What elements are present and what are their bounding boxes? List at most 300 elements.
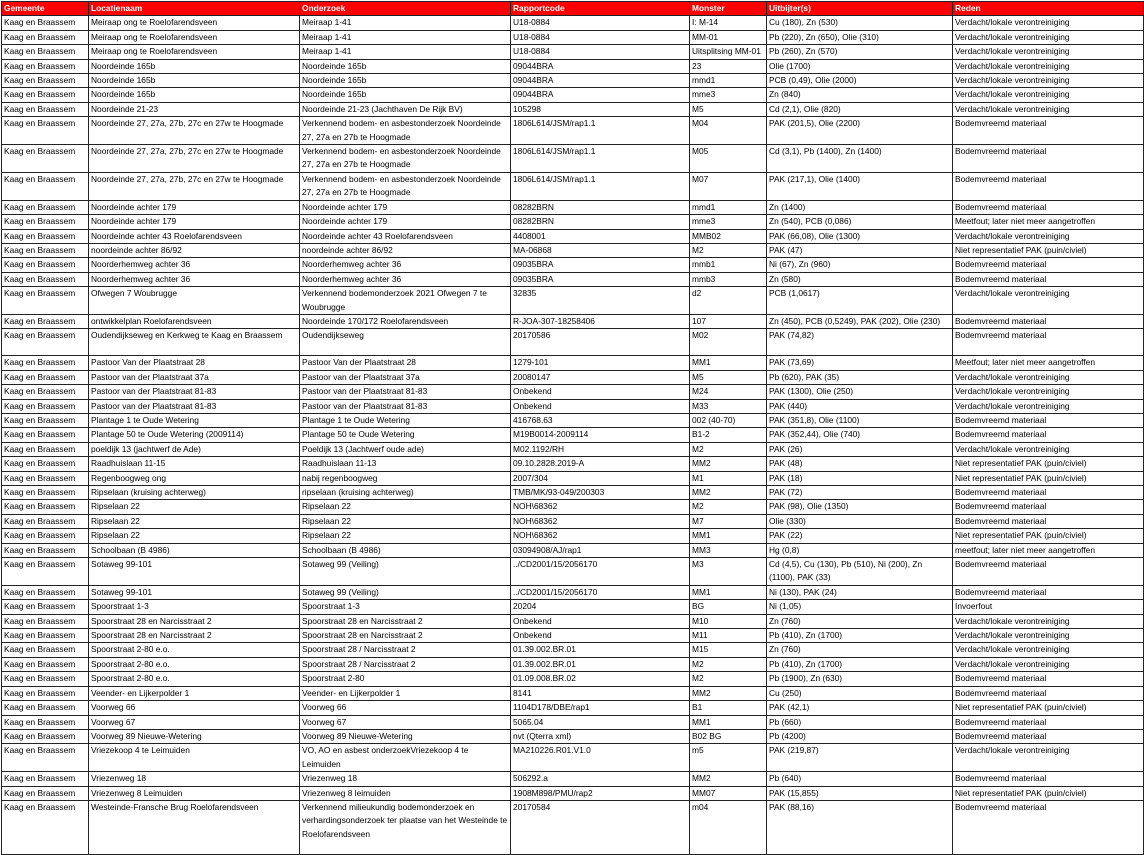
cell-reden[interactable]: Verdacht/lokale verontreiniging <box>953 629 1144 643</box>
cell-gemeente[interactable]: Kaag en Braassem <box>2 200 89 214</box>
cell-locatienaam[interactable]: Pastoor van der Plaatstraat 37a <box>89 370 300 384</box>
cell-onderzoek[interactable]: Meiraap 1-41 <box>300 16 511 30</box>
column-header-gemeente[interactable]: Gemeente <box>2 2 89 16</box>
cell-reden[interactable]: Niet representatief PAK (puin/civiel) <box>953 457 1144 471</box>
cell-gemeente[interactable]: Kaag en Braassem <box>2 744 89 772</box>
cell-gemeente[interactable]: Kaag en Braassem <box>2 672 89 686</box>
cell-rapportcode[interactable]: 1279-101 <box>511 356 690 370</box>
cell-onderzoek[interactable]: Meiraap 1-41 <box>300 45 511 59</box>
cell-reden[interactable]: Bodemvreemd materiaal <box>953 500 1144 514</box>
cell-reden[interactable]: Bodemvreemd materiaal <box>953 686 1144 700</box>
cell-onderzoek[interactable]: Noordeinde achter 43 Roelofarendsveen <box>300 229 511 243</box>
cell-rapportcode[interactable]: 1806L614/JSM/rap1.1 <box>511 145 690 173</box>
cell-locatienaam[interactable]: Pastoor van der Plaatstraat 81-83 <box>89 399 300 413</box>
cell-reden[interactable]: Bodemvreemd materiaal <box>953 272 1144 286</box>
cell-locatienaam[interactable]: Pastoor van der Plaatstraat 81-83 <box>89 385 300 399</box>
cell-locatienaam[interactable]: Noordeinde achter 43 Roelofarendsveen <box>89 229 300 243</box>
cell-rapportcode[interactable]: 105298 <box>511 102 690 116</box>
cell-onderzoek[interactable]: Plantage 50 te Oude Wetering <box>300 428 511 442</box>
cell-reden[interactable]: Verdacht/lokale verontreiniging <box>953 744 1144 772</box>
cell-monster[interactable]: MM1 <box>690 715 767 729</box>
cell-reden[interactable]: Bodemvreemd materiaal <box>953 200 1144 214</box>
cell-locatienaam[interactable]: Noordeinde 27, 27a, 27b, 27c en 27w te Hoogmade <box>89 172 300 200</box>
cell-monster[interactable]: M7 <box>690 514 767 528</box>
cell-rapportcode[interactable]: 09044BRA <box>511 88 690 102</box>
cell-gemeente[interactable]: Kaag en Braassem <box>2 243 89 257</box>
cell-gemeente[interactable]: Kaag en Braassem <box>2 529 89 543</box>
cell-rapportcode[interactable]: 01.09.008.BR.02 <box>511 672 690 686</box>
cell-uitbijters[interactable]: PAK (66,08), Olie (1300) <box>767 229 953 243</box>
cell-rapportcode[interactable]: 01.39.002.BR.01 <box>511 643 690 657</box>
cell-uitbijters[interactable]: PAK (440) <box>767 399 953 413</box>
cell-onderzoek[interactable]: Pastoor van der Plaatstraat 37a <box>300 370 511 384</box>
cell-monster[interactable]: M2 <box>690 672 767 686</box>
cell-rapportcode[interactable]: 20080147 <box>511 370 690 384</box>
cell-rapportcode[interactable]: 01.39.002.BR.01 <box>511 657 690 671</box>
cell-locatienaam[interactable]: Ofwegen 7 Woubrugge <box>89 287 300 315</box>
cell-locatienaam[interactable]: Ripselaan (kruising achterweg) <box>89 486 300 500</box>
cell-gemeente[interactable]: Kaag en Braassem <box>2 800 89 854</box>
cell-rapportcode[interactable]: M02.1192/RH <box>511 442 690 456</box>
cell-uitbijters[interactable]: Zn (580) <box>767 272 953 286</box>
cell-locatienaam[interactable]: Noordeinde 21-23 <box>89 102 300 116</box>
cell-gemeente[interactable]: Kaag en Braassem <box>2 399 89 413</box>
cell-rapportcode[interactable]: nvt (Qterra xml) <box>511 729 690 743</box>
cell-onderzoek[interactable]: Verkennend bodem- en asbestonderzoek Noordeinde 27, 27a en 27b te Hoogmade <box>300 117 511 145</box>
cell-rapportcode[interactable]: Onbekend <box>511 614 690 628</box>
cell-onderzoek[interactable]: Vriezenweg 8 leimuiden <box>300 786 511 800</box>
cell-rapportcode[interactable]: U18-0884 <box>511 30 690 44</box>
cell-rapportcode[interactable]: 32835 <box>511 287 690 315</box>
cell-monster[interactable]: m04 <box>690 800 767 854</box>
cell-reden[interactable]: Bodemvreemd materiaal <box>953 314 1144 328</box>
cell-monster[interactable]: mmd1 <box>690 74 767 88</box>
cell-reden[interactable]: Bodemvreemd materiaal <box>953 585 1144 599</box>
cell-uitbijters[interactable]: Pb (410), Zn (1700) <box>767 657 953 671</box>
cell-reden[interactable]: Bodemvreemd materiaal <box>953 258 1144 272</box>
cell-rapportcode[interactable]: 09035BRA <box>511 258 690 272</box>
column-header-onderzoek[interactable]: Onderzoek <box>300 2 511 16</box>
cell-uitbijters[interactable]: Pb (410), Zn (1700) <box>767 629 953 643</box>
column-header-locatienaam[interactable]: Locatienaam <box>89 2 300 16</box>
cell-rapportcode[interactable]: M19B0014-2009114 <box>511 428 690 442</box>
cell-onderzoek[interactable]: Spoorstraat 28 en Narcisstraat 2 <box>300 629 511 643</box>
cell-locatienaam[interactable]: Schoolbaan (B 4986) <box>89 543 300 557</box>
cell-gemeente[interactable]: Kaag en Braassem <box>2 514 89 528</box>
cell-uitbijters[interactable]: Zn (760) <box>767 614 953 628</box>
cell-monster[interactable]: MM1 <box>690 356 767 370</box>
cell-reden[interactable]: Verdacht/lokale verontreiniging <box>953 30 1144 44</box>
cell-rapportcode[interactable]: 09.10.2828.2019-A <box>511 457 690 471</box>
cell-locatienaam[interactable]: Vriezenweg 18 <box>89 772 300 786</box>
cell-locatienaam[interactable]: Vriezenweg 8 Leimuiden <box>89 786 300 800</box>
cell-uitbijters[interactable]: PAK (47) <box>767 243 953 257</box>
cell-monster[interactable]: M05 <box>690 145 767 173</box>
cell-reden[interactable]: Verdacht/lokale verontreiniging <box>953 399 1144 413</box>
cell-gemeente[interactable]: Kaag en Braassem <box>2 486 89 500</box>
cell-onderzoek[interactable]: Noordeinde achter 179 <box>300 200 511 214</box>
cell-monster[interactable]: B02 BG <box>690 729 767 743</box>
cell-uitbijters[interactable]: Zn (840) <box>767 88 953 102</box>
cell-monster[interactable]: M11 <box>690 629 767 643</box>
cell-reden[interactable]: Bodemvreemd materiaal <box>953 172 1144 200</box>
cell-onderzoek[interactable]: Verkennend bodemonderzoek 2021 Ofwegen 7 te Woubrugge <box>300 287 511 315</box>
cell-onderzoek[interactable]: Verkennend bodem- en asbestonderzoek Noordeinde 27, 27a en 27b te Hoogmade <box>300 145 511 173</box>
cell-gemeente[interactable]: Kaag en Braassem <box>2 30 89 44</box>
cell-locatienaam[interactable]: Westeinde-Fransche Brug Roelofarendsveen <box>89 800 300 854</box>
cell-uitbijters[interactable]: Zn (1400) <box>767 200 953 214</box>
cell-rapportcode[interactable]: Onbekend <box>511 385 690 399</box>
cell-onderzoek[interactable]: nabij regenboogweg <box>300 471 511 485</box>
cell-gemeente[interactable]: Kaag en Braassem <box>2 657 89 671</box>
cell-reden[interactable]: Bodemvreemd materiaal <box>953 672 1144 686</box>
cell-uitbijters[interactable]: Olie (1700) <box>767 59 953 73</box>
cell-rapportcode[interactable]: 1908M898/PMU/rap2 <box>511 786 690 800</box>
cell-reden[interactable]: Meetfout; later niet meer aangetroffen <box>953 356 1144 370</box>
cell-onderzoek[interactable]: Ripselaan 22 <box>300 514 511 528</box>
cell-gemeente[interactable]: Kaag en Braassem <box>2 314 89 328</box>
cell-onderzoek[interactable]: Voorweg 66 <box>300 701 511 715</box>
cell-reden[interactable]: Bodemvreemd materiaal <box>953 117 1144 145</box>
cell-onderzoek[interactable]: ripselaan (kruising achterweg) <box>300 486 511 500</box>
cell-monster[interactable]: M10 <box>690 614 767 628</box>
cell-rapportcode[interactable]: NOH\68362 <box>511 514 690 528</box>
cell-gemeente[interactable]: Kaag en Braassem <box>2 457 89 471</box>
cell-locatienaam[interactable]: Meiraap ong te Roelofarendsveen <box>89 45 300 59</box>
cell-monster[interactable]: M04 <box>690 117 767 145</box>
cell-locatienaam[interactable]: Veender- en Lijkerpolder 1 <box>89 686 300 700</box>
cell-locatienaam[interactable]: Ripselaan 22 <box>89 529 300 543</box>
cell-monster[interactable]: M2 <box>690 500 767 514</box>
cell-uitbijters[interactable]: Pb (220), Zn (650), Olie (310) <box>767 30 953 44</box>
cell-onderzoek[interactable]: Voorweg 89 Nieuwe-Wetering <box>300 729 511 743</box>
cell-uitbijters[interactable]: PAK (351,8), Olie (1100) <box>767 413 953 427</box>
cell-uitbijters[interactable]: PAK (74,82) <box>767 329 953 356</box>
cell-monster[interactable]: M2 <box>690 657 767 671</box>
cell-gemeente[interactable]: Kaag en Braassem <box>2 172 89 200</box>
cell-monster[interactable]: MM1 <box>690 585 767 599</box>
cell-gemeente[interactable]: Kaag en Braassem <box>2 729 89 743</box>
column-header-uitbijters[interactable]: Uitbijter(s) <box>767 2 953 16</box>
cell-reden[interactable]: Meetfout; later niet meer aangetroffen <box>953 215 1144 229</box>
cell-locatienaam[interactable]: Oudendijkseweg en Kerkweg te Kaag en Braassem <box>89 329 300 356</box>
cell-monster[interactable]: MM1 <box>690 529 767 543</box>
cell-locatienaam[interactable]: Vriezekoop 4 te Leimuiden <box>89 744 300 772</box>
cell-locatienaam[interactable]: Noordeinde 165b <box>89 74 300 88</box>
column-header-monster[interactable]: Monster <box>690 2 767 16</box>
cell-uitbijters[interactable]: PCB (1,0617) <box>767 287 953 315</box>
cell-locatienaam[interactable]: Noordeinde 27, 27a, 27b, 27c en 27w te Hoogmade <box>89 117 300 145</box>
cell-onderzoek[interactable]: Pastoor Van der Plaatstraat 28 <box>300 356 511 370</box>
cell-monster[interactable]: m5 <box>690 744 767 772</box>
cell-onderzoek[interactable]: Noordeinde 21-23 (Jachthaven De Rijk BV) <box>300 102 511 116</box>
cell-reden[interactable]: Niet representatief PAK (puin/civiel) <box>953 786 1144 800</box>
cell-monster[interactable]: B1 <box>690 701 767 715</box>
cell-monster[interactable]: MM3 <box>690 543 767 557</box>
cell-reden[interactable]: Verdacht/lokale verontreiniging <box>953 370 1144 384</box>
cell-monster[interactable]: M15 <box>690 643 767 657</box>
cell-reden[interactable]: Niet representatief PAK (puin/civiel) <box>953 471 1144 485</box>
cell-onderzoek[interactable]: Ripselaan 22 <box>300 500 511 514</box>
cell-locatienaam[interactable]: Spoorstraat 1-3 <box>89 600 300 614</box>
cell-rapportcode[interactable]: 8141 <box>511 686 690 700</box>
cell-locatienaam[interactable]: Raadhuislaan 11-15 <box>89 457 300 471</box>
cell-gemeente[interactable]: Kaag en Braassem <box>2 16 89 30</box>
cell-rapportcode[interactable]: NOH\68362 <box>511 500 690 514</box>
cell-rapportcode[interactable]: NOH\68362 <box>511 529 690 543</box>
cell-monster[interactable]: MM2 <box>690 686 767 700</box>
cell-rapportcode[interactable]: 2007/304 <box>511 471 690 485</box>
cell-locatienaam[interactable]: Noordeinde 27, 27a, 27b, 27c en 27w te Hoogmade <box>89 145 300 173</box>
cell-locatienaam[interactable]: Noorderhemweg achter 36 <box>89 258 300 272</box>
cell-gemeente[interactable]: Kaag en Braassem <box>2 686 89 700</box>
cell-gemeente[interactable]: Kaag en Braassem <box>2 629 89 643</box>
column-header-rapportcode[interactable]: Rapportcode <box>511 2 690 16</box>
cell-uitbijters[interactable]: PAK (352,44), Olie (740) <box>767 428 953 442</box>
cell-onderzoek[interactable]: Spoorstraat 2-80 <box>300 672 511 686</box>
cell-monster[interactable]: M1 <box>690 471 767 485</box>
cell-uitbijters[interactable]: Cu (180), Zn (530) <box>767 16 953 30</box>
cell-reden[interactable]: Bodemvreemd materiaal <box>953 514 1144 528</box>
cell-uitbijters[interactable]: Cd (4,5), Cu (130), Pb (510), Ni (200), Zn (1100), PAK (33) <box>767 558 953 586</box>
cell-reden[interactable]: Verdacht/lokale verontreiniging <box>953 385 1144 399</box>
cell-uitbijters[interactable]: PAK (98), Olie (1350) <box>767 500 953 514</box>
cell-rapportcode[interactable]: 09044BRA <box>511 59 690 73</box>
cell-rapportcode[interactable]: 416768.63 <box>511 413 690 427</box>
cell-uitbijters[interactable]: Pb (260), Zn (570) <box>767 45 953 59</box>
cell-monster[interactable]: mmb1 <box>690 258 767 272</box>
cell-reden[interactable]: Bodemvreemd materiaal <box>953 729 1144 743</box>
cell-uitbijters[interactable]: Zn (540), PCB (0,086) <box>767 215 953 229</box>
cell-monster[interactable]: 23 <box>690 59 767 73</box>
cell-reden[interactable]: Bodemvreemd materiaal <box>953 329 1144 356</box>
cell-gemeente[interactable]: Kaag en Braassem <box>2 356 89 370</box>
cell-gemeente[interactable]: Kaag en Braassem <box>2 229 89 243</box>
cell-reden[interactable]: Bodemvreemd materiaal <box>953 715 1144 729</box>
cell-rapportcode[interactable]: ../CD2001/15/2056170 <box>511 558 690 586</box>
cell-onderzoek[interactable]: Noordeinde 170/172 Roelofarendsveen <box>300 314 511 328</box>
cell-onderzoek[interactable]: Ripselaan 22 <box>300 529 511 543</box>
cell-locatienaam[interactable]: Spoorstraat 28 en Narcisstraat 2 <box>89 614 300 628</box>
cell-locatienaam[interactable]: Sotaweg 99-101 <box>89 558 300 586</box>
cell-uitbijters[interactable]: Zn (450), PCB (0,5249), PAK (202), Olie (230) <box>767 314 953 328</box>
cell-rapportcode[interactable]: Onbekend <box>511 629 690 643</box>
cell-monster[interactable]: d2 <box>690 287 767 315</box>
cell-locatienaam[interactable]: Noordeinde achter 179 <box>89 215 300 229</box>
cell-monster[interactable]: MM2 <box>690 486 767 500</box>
cell-monster[interactable]: M3 <box>690 558 767 586</box>
cell-uitbijters[interactable]: Olie (330) <box>767 514 953 528</box>
cell-monster[interactable]: M2 <box>690 442 767 456</box>
cell-onderzoek[interactable]: Meiraap 1-41 <box>300 30 511 44</box>
cell-reden[interactable]: Bodemvreemd materiaal <box>953 486 1144 500</box>
cell-gemeente[interactable]: Kaag en Braassem <box>2 329 89 356</box>
cell-rapportcode[interactable]: 20170586 <box>511 329 690 356</box>
cell-rapportcode[interactable]: MA-06868 <box>511 243 690 257</box>
cell-rapportcode[interactable]: 20204 <box>511 600 690 614</box>
cell-gemeente[interactable]: Kaag en Braassem <box>2 500 89 514</box>
cell-uitbijters[interactable]: Cd (3,1), Pb (1400), Zn (1400) <box>767 145 953 173</box>
cell-onderzoek[interactable]: Spoorstraat 1-3 <box>300 600 511 614</box>
cell-locatienaam[interactable]: poeldijk 13 (jachtwerf de Ade) <box>89 442 300 456</box>
cell-monster[interactable]: 107 <box>690 314 767 328</box>
cell-uitbijters[interactable]: Pb (1900), Zn (630) <box>767 672 953 686</box>
cell-rapportcode[interactable]: R-JOA-307-18258406 <box>511 314 690 328</box>
cell-gemeente[interactable]: Kaag en Braassem <box>2 786 89 800</box>
cell-uitbijters[interactable]: PAK (73,69) <box>767 356 953 370</box>
cell-reden[interactable]: meetfout; later niet meer aangetroffen <box>953 543 1144 557</box>
cell-gemeente[interactable]: Kaag en Braassem <box>2 117 89 145</box>
cell-rapportcode[interactable]: 09044BRA <box>511 74 690 88</box>
cell-reden[interactable]: Verdacht/lokale verontreiniging <box>953 614 1144 628</box>
cell-monster[interactable]: M24 <box>690 385 767 399</box>
cell-onderzoek[interactable]: Voorweg 67 <box>300 715 511 729</box>
cell-locatienaam[interactable]: Spoorstraat 2-80 e.o. <box>89 643 300 657</box>
cell-uitbijters[interactable]: PCB (0,49), Olie (2000) <box>767 74 953 88</box>
cell-rapportcode[interactable]: 506292.a <box>511 772 690 786</box>
cell-rapportcode[interactable]: 03094908/AJ/rap1 <box>511 543 690 557</box>
cell-onderzoek[interactable]: Oudendijkseweg <box>300 329 511 356</box>
cell-onderzoek[interactable]: Verkennend bodem- en asbestonderzoek Noordeinde 27, 27a en 27b te Hoogmade <box>300 172 511 200</box>
cell-gemeente[interactable]: Kaag en Braassem <box>2 715 89 729</box>
cell-uitbijters[interactable]: PAK (219,87) <box>767 744 953 772</box>
cell-monster[interactable]: Uitsplitsing MM-01 <box>690 45 767 59</box>
cell-rapportcode[interactable]: 08282BRN <box>511 215 690 229</box>
cell-gemeente[interactable]: Kaag en Braassem <box>2 543 89 557</box>
cell-gemeente[interactable]: Kaag en Braassem <box>2 600 89 614</box>
cell-onderzoek[interactable]: Noordeinde achter 179 <box>300 215 511 229</box>
cell-reden[interactable]: Verdacht/lokale verontreiniging <box>953 287 1144 315</box>
cell-onderzoek[interactable]: Spoorstraat 28 / Narcisstraat 2 <box>300 643 511 657</box>
cell-locatienaam[interactable]: Voorweg 66 <box>89 701 300 715</box>
cell-locatienaam[interactable]: Voorweg 67 <box>89 715 300 729</box>
cell-uitbijters[interactable]: PAK (26) <box>767 442 953 456</box>
cell-reden[interactable]: Verdacht/lokale verontreiniging <box>953 88 1144 102</box>
cell-reden[interactable]: Niet representatief PAK (puin/civiel) <box>953 529 1144 543</box>
cell-reden[interactable]: Verdacht/lokale verontreiniging <box>953 102 1144 116</box>
cell-onderzoek[interactable]: Noordeinde 165b <box>300 59 511 73</box>
cell-locatienaam[interactable]: Noordeinde 165b <box>89 88 300 102</box>
cell-rapportcode[interactable]: 1806L614/JSM/rap1.1 <box>511 117 690 145</box>
cell-rapportcode[interactable]: 1806L614/JSM/rap1.1 <box>511 172 690 200</box>
cell-gemeente[interactable]: Kaag en Braassem <box>2 471 89 485</box>
cell-uitbijters[interactable]: Hg (0,8) <box>767 543 953 557</box>
cell-gemeente[interactable]: Kaag en Braassem <box>2 585 89 599</box>
cell-rapportcode[interactable]: Onbekend <box>511 399 690 413</box>
cell-locatienaam[interactable]: Voorweg 89 Nieuwe-Wetering <box>89 729 300 743</box>
cell-gemeente[interactable]: Kaag en Braassem <box>2 145 89 173</box>
cell-onderzoek[interactable]: Vriezenweg 18 <box>300 772 511 786</box>
cell-reden[interactable]: Bodemvreemd materiaal <box>953 800 1144 854</box>
cell-monster[interactable]: mme3 <box>690 215 767 229</box>
cell-reden[interactable]: Verdacht/lokale verontreiniging <box>953 74 1144 88</box>
cell-onderzoek[interactable]: Veender- en Lijkerpolder 1 <box>300 686 511 700</box>
cell-onderzoek[interactable]: Plantage 1 te Oude Wetering <box>300 413 511 427</box>
cell-uitbijters[interactable]: Pb (660) <box>767 715 953 729</box>
cell-gemeente[interactable]: Kaag en Braassem <box>2 272 89 286</box>
cell-locatienaam[interactable]: ontwikkelplan Roelofarendsveen <box>89 314 300 328</box>
cell-onderzoek[interactable]: Poeldijk 13 (Jachtwerf oude ade) <box>300 442 511 456</box>
cell-uitbijters[interactable]: Ni (1,05) <box>767 600 953 614</box>
cell-monster[interactable]: MM2 <box>690 457 767 471</box>
cell-gemeente[interactable]: Kaag en Braassem <box>2 413 89 427</box>
cell-locatienaam[interactable]: Pastoor Van der Plaatstraat 28 <box>89 356 300 370</box>
cell-reden[interactable]: Verdacht/lokale verontreiniging <box>953 657 1144 671</box>
cell-reden[interactable]: Bodemvreemd materiaal <box>953 413 1144 427</box>
cell-rapportcode[interactable]: 20170584 <box>511 800 690 854</box>
cell-rapportcode[interactable]: 4408001 <box>511 229 690 243</box>
cell-uitbijters[interactable]: Zn (760) <box>767 643 953 657</box>
cell-onderzoek[interactable]: Noorderhemweg achter 36 <box>300 258 511 272</box>
cell-onderzoek[interactable]: Noordeinde 165b <box>300 88 511 102</box>
cell-gemeente[interactable]: Kaag en Braassem <box>2 772 89 786</box>
cell-uitbijters[interactable]: Ni (130), PAK (24) <box>767 585 953 599</box>
cell-rapportcode[interactable]: TMB/MK/93-049/200303 <box>511 486 690 500</box>
cell-uitbijters[interactable]: PAK (201,5), Olie (2200) <box>767 117 953 145</box>
cell-onderzoek[interactable]: noordeinde achter 86/92 <box>300 243 511 257</box>
cell-locatienaam[interactable]: noordeinde achter 86/92 <box>89 243 300 257</box>
cell-monster[interactable]: 002 (40-70) <box>690 413 767 427</box>
cell-reden[interactable]: Verdacht/lokale verontreiniging <box>953 45 1144 59</box>
cell-onderzoek[interactable]: VO, AO en asbest onderzoekVriezekoop 4 te Leimuiden <box>300 744 511 772</box>
cell-gemeente[interactable]: Kaag en Braassem <box>2 258 89 272</box>
cell-reden[interactable]: Verdacht/lokale verontreiniging <box>953 229 1144 243</box>
cell-gemeente[interactable]: Kaag en Braassem <box>2 59 89 73</box>
cell-monster[interactable]: I: M-14 <box>690 16 767 30</box>
cell-locatienaam[interactable]: Spoorstraat 2-80 e.o. <box>89 672 300 686</box>
cell-gemeente[interactable]: Kaag en Braassem <box>2 287 89 315</box>
column-header-reden[interactable]: Reden <box>953 2 1144 16</box>
cell-uitbijters[interactable]: PAK (18) <box>767 471 953 485</box>
cell-monster[interactable]: mmd1 <box>690 200 767 214</box>
cell-locatienaam[interactable]: Meiraap ong te Roelofarendsveen <box>89 30 300 44</box>
cell-uitbijters[interactable]: Pb (620), PAK (35) <box>767 370 953 384</box>
cell-gemeente[interactable]: Kaag en Braassem <box>2 558 89 586</box>
cell-reden[interactable]: Bodemvreemd materiaal <box>953 558 1144 586</box>
cell-monster[interactable]: M5 <box>690 102 767 116</box>
cell-reden[interactable]: Niet representatief PAK (puin/civiel) <box>953 243 1144 257</box>
cell-monster[interactable]: MMB02 <box>690 229 767 243</box>
cell-locatienaam[interactable]: Meiraap ong te Roelofarendsveen <box>89 16 300 30</box>
cell-monster[interactable]: M33 <box>690 399 767 413</box>
cell-gemeente[interactable]: Kaag en Braassem <box>2 385 89 399</box>
cell-gemeente[interactable]: Kaag en Braassem <box>2 215 89 229</box>
cell-uitbijters[interactable]: PAK (217,1), Olie (1400) <box>767 172 953 200</box>
cell-locatienaam[interactable]: Noordeinde achter 179 <box>89 200 300 214</box>
cell-rapportcode[interactable]: ../CD2001/15/2056170 <box>511 585 690 599</box>
cell-locatienaam[interactable]: Noorderhemweg achter 36 <box>89 272 300 286</box>
cell-onderzoek[interactable]: Pastoor van der Plaatstraat 81-83 <box>300 399 511 413</box>
cell-locatienaam[interactable]: Ripselaan 22 <box>89 514 300 528</box>
cell-onderzoek[interactable]: Spoorstraat 28 / Narcisstraat 2 <box>300 657 511 671</box>
cell-reden[interactable]: Verdacht/lokale verontreiniging <box>953 643 1144 657</box>
cell-monster[interactable]: MM2 <box>690 772 767 786</box>
cell-gemeente[interactable]: Kaag en Braassem <box>2 428 89 442</box>
cell-reden[interactable]: Bodemvreemd materiaal <box>953 772 1144 786</box>
cell-reden[interactable]: Bodemvreemd materiaal <box>953 145 1144 173</box>
cell-reden[interactable]: Verdacht/lokale verontreiniging <box>953 59 1144 73</box>
cell-onderzoek[interactable]: Sotaweg 99 (Veiling) <box>300 585 511 599</box>
cell-rapportcode[interactable]: 1104D178/DBE/rap1 <box>511 701 690 715</box>
cell-monster[interactable]: mmb3 <box>690 272 767 286</box>
cell-reden[interactable]: Niet representatief PAK (puin/civiel) <box>953 701 1144 715</box>
cell-uitbijters[interactable]: PAK (22) <box>767 529 953 543</box>
cell-locatienaam[interactable]: Ripselaan 22 <box>89 500 300 514</box>
cell-uitbijters[interactable]: PAK (42,1) <box>767 701 953 715</box>
cell-locatienaam[interactable]: Spoorstraat 2-80 e.o. <box>89 657 300 671</box>
cell-rapportcode[interactable]: 5065.04 <box>511 715 690 729</box>
cell-uitbijters[interactable]: Pb (640) <box>767 772 953 786</box>
